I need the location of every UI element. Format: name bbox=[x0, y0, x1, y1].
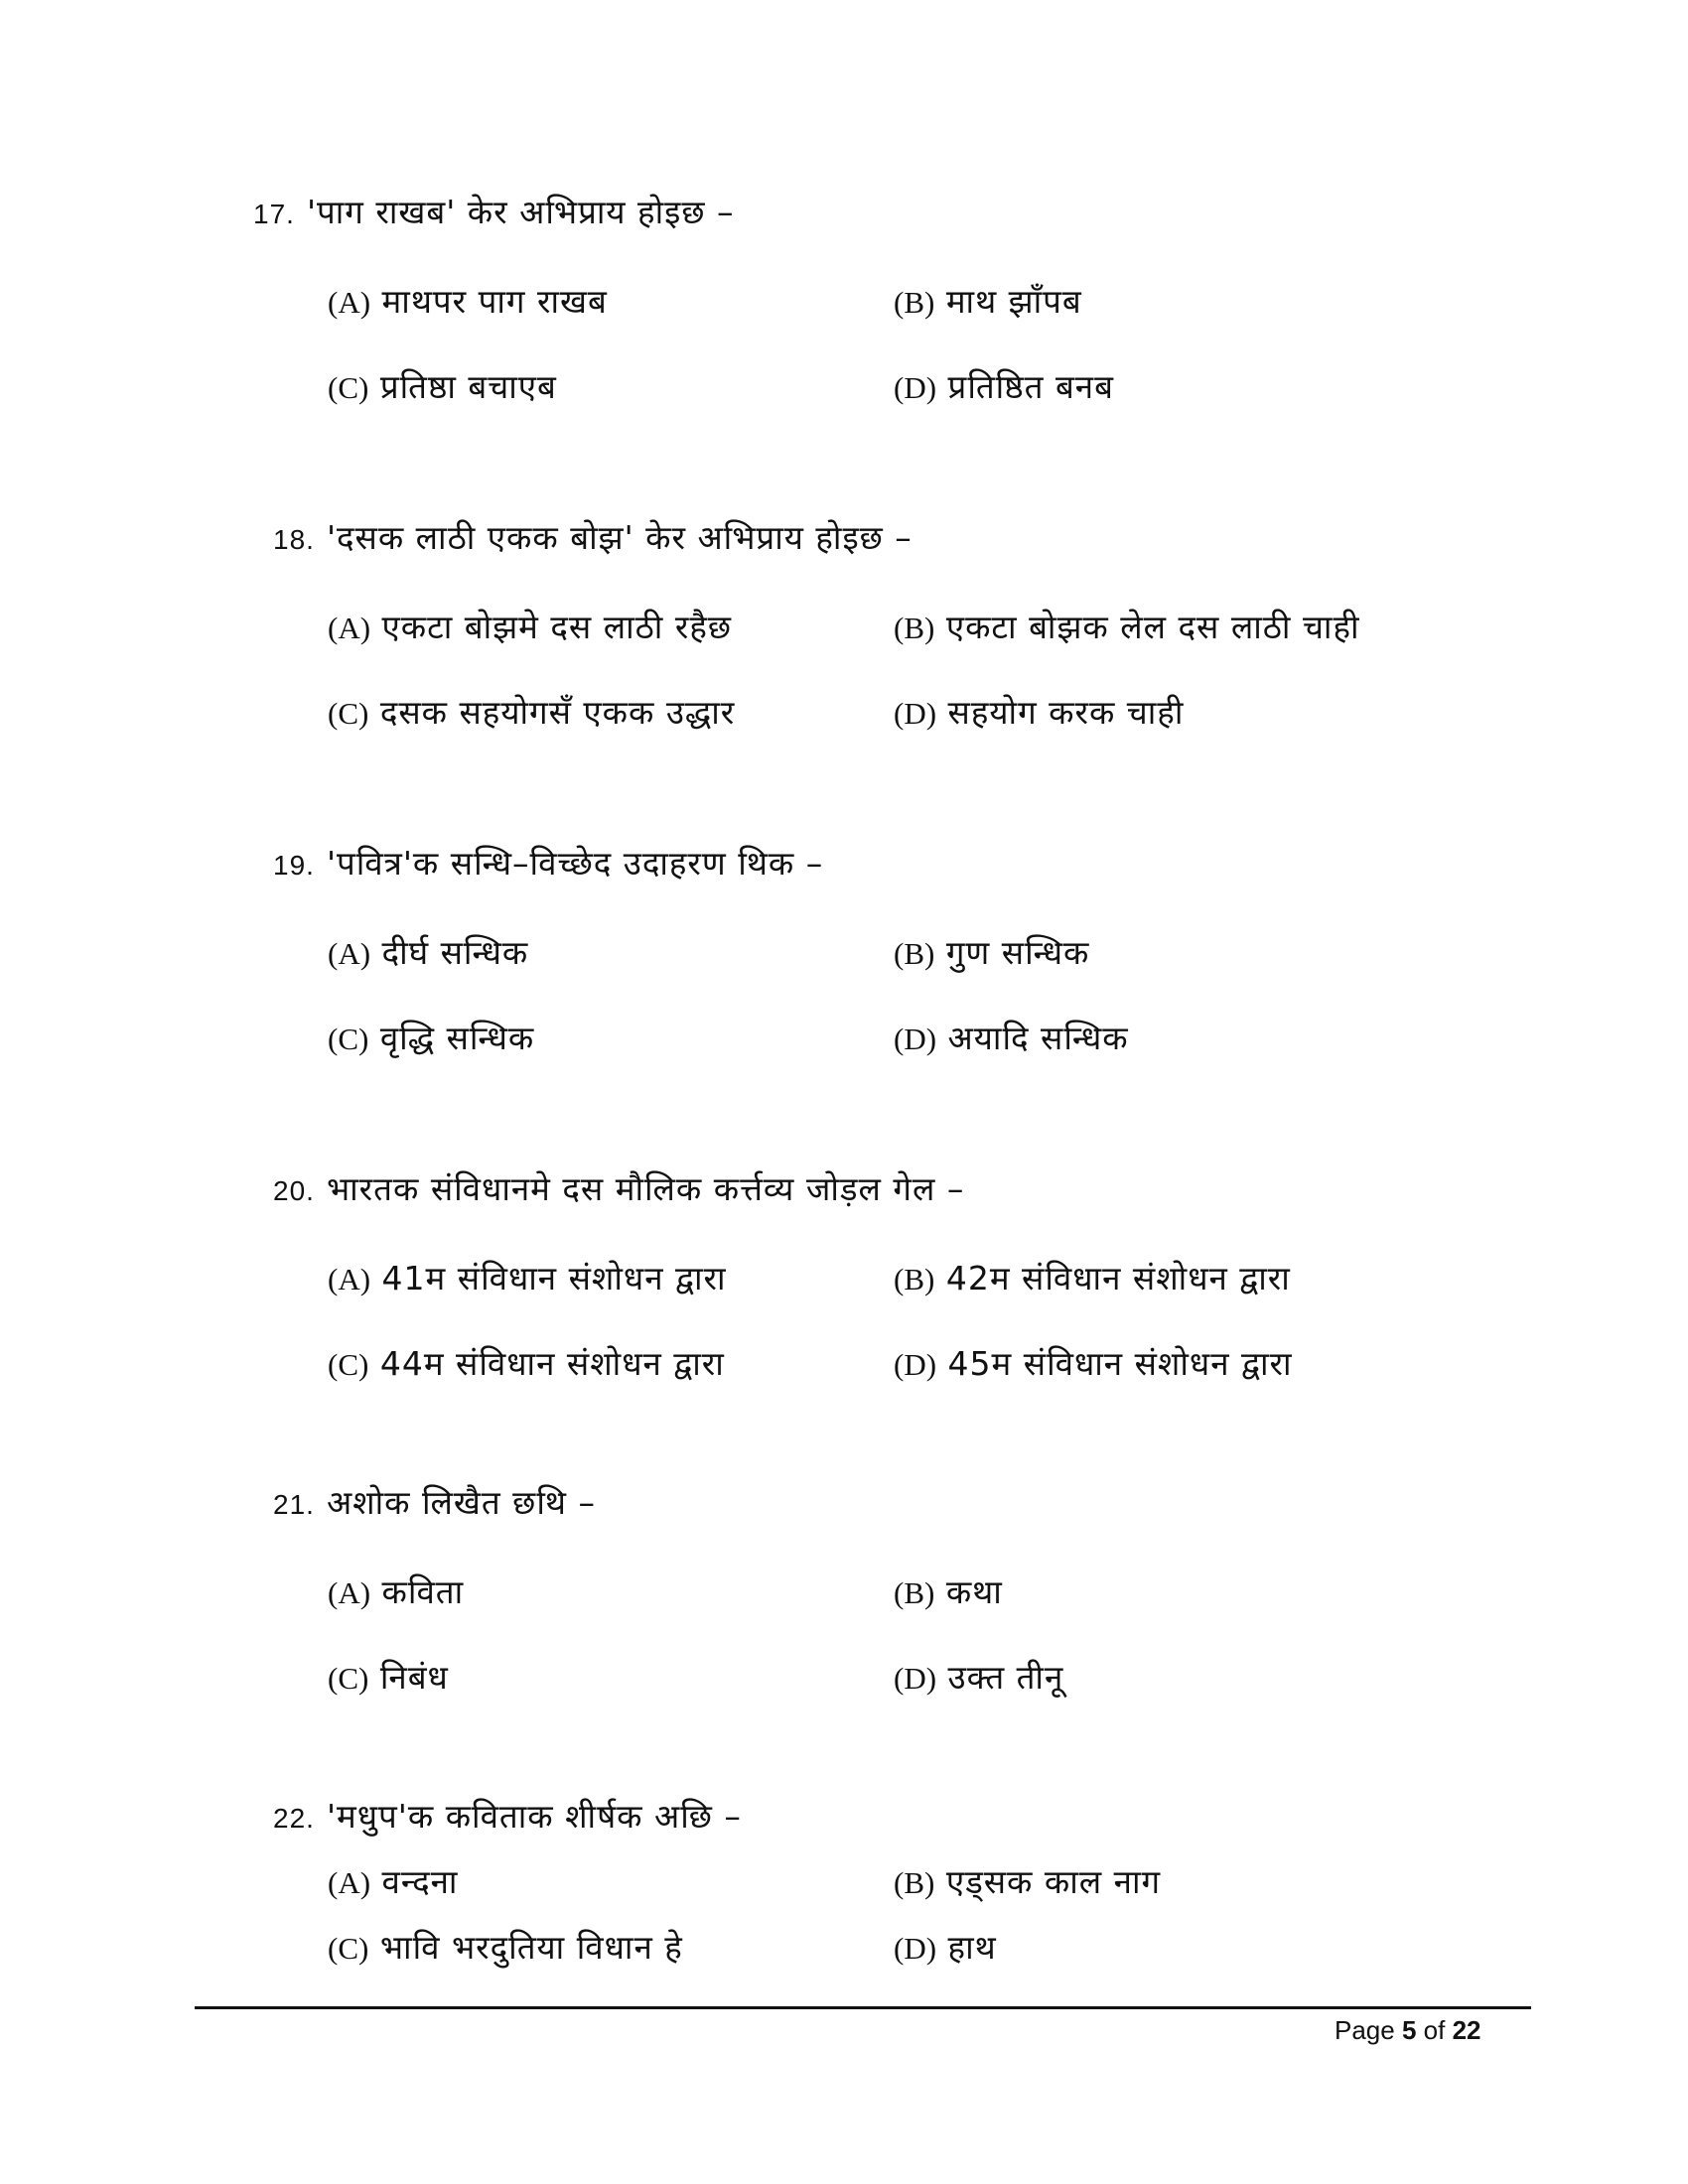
option-label: (A) bbox=[328, 1865, 371, 1900]
question-stem bbox=[273, 1793, 742, 1838]
option-a bbox=[328, 1858, 458, 1903]
question-number: 18. bbox=[273, 524, 315, 555]
option-text: माथ झाँपब bbox=[945, 282, 1082, 321]
option-text: प्रतिष्ठा बचाएब bbox=[379, 367, 557, 406]
option-c bbox=[328, 1924, 683, 1969]
option-a bbox=[328, 929, 528, 974]
option-b bbox=[894, 1255, 1291, 1299]
question-stem bbox=[273, 1479, 596, 1524]
option-label: (B) bbox=[894, 1575, 935, 1610]
option-label: (C) bbox=[328, 1347, 369, 1382]
question-stem bbox=[273, 840, 823, 885]
option-d bbox=[894, 1015, 1129, 1059]
option-label: (C) bbox=[328, 1661, 369, 1696]
question-text: 'पाग राखब' केर अभिप्राय होइछ – bbox=[306, 193, 735, 231]
option-c bbox=[328, 1015, 534, 1059]
option-label: (B) bbox=[894, 1865, 935, 1900]
option-text: एकटा बोझक लेल दस लाठी चाही bbox=[945, 608, 1360, 646]
option-text: सहयोग करक चाही bbox=[947, 693, 1185, 732]
option-label: (C) bbox=[328, 1022, 369, 1056]
option-label: (C) bbox=[328, 696, 369, 731]
option-c bbox=[328, 1654, 449, 1699]
page-current: 5 bbox=[1401, 2015, 1417, 2045]
option-b bbox=[894, 604, 1360, 648]
option-text: अयादि सन्धिक bbox=[947, 1019, 1129, 1057]
option-text: 41म संविधान संशोधन द्वारा bbox=[381, 1259, 727, 1297]
question-stem bbox=[273, 514, 913, 559]
question-text: 'पवित्र'क सन्धि–विच्छेद उदाहरण थिक – bbox=[326, 844, 824, 883]
option-label: (D) bbox=[894, 1347, 937, 1382]
footer-divider bbox=[195, 2006, 1531, 2009]
option-label: (D) bbox=[894, 1022, 937, 1056]
option-text: कथा bbox=[945, 1572, 1003, 1611]
option-label: (B) bbox=[894, 285, 935, 320]
question-number: 19. bbox=[273, 850, 315, 881]
option-label: (B) bbox=[894, 611, 935, 645]
question-text: भारतक संविधानमे दस मौलिक कर्त्तव्य जोड़ल गेल – bbox=[326, 1169, 965, 1208]
option-label: (B) bbox=[894, 936, 935, 971]
option-text: भावि भरदुतिया विधान हे bbox=[379, 1928, 683, 1967]
option-text: उक्त तीनू bbox=[947, 1658, 1064, 1697]
of-word: of bbox=[1423, 2015, 1446, 2045]
question-stem bbox=[253, 189, 734, 233]
option-d bbox=[894, 1924, 997, 1969]
option-text: वन्दना bbox=[381, 1862, 459, 1901]
option-label: (D) bbox=[894, 696, 937, 731]
option-label: (C) bbox=[328, 1931, 369, 1966]
option-a bbox=[328, 1569, 464, 1613]
option-a bbox=[328, 278, 608, 323]
option-text: दीर्घ सन्धिक bbox=[381, 933, 529, 972]
option-text: निबंध bbox=[379, 1658, 449, 1697]
question-number: 22. bbox=[273, 1803, 315, 1834]
option-text: प्रतिष्ठित बनब bbox=[947, 367, 1114, 406]
option-label: (A) bbox=[328, 1575, 371, 1610]
option-d bbox=[894, 689, 1184, 734]
question-number: 20. bbox=[273, 1175, 315, 1206]
option-b bbox=[894, 278, 1082, 323]
option-label: (A) bbox=[328, 936, 371, 971]
question-text: 'दसक लाठी एकक बोझ' केर अभिप्राय होइछ – bbox=[326, 518, 913, 557]
option-d bbox=[894, 1654, 1063, 1699]
question-text: अशोक लिखैत छथि – bbox=[326, 1483, 596, 1522]
option-a bbox=[328, 1255, 727, 1299]
option-label: (C) bbox=[328, 370, 369, 405]
option-label: (A) bbox=[328, 611, 371, 645]
option-b bbox=[894, 1569, 1003, 1613]
option-label: (A) bbox=[328, 285, 371, 320]
option-text: गुण सन्धिक bbox=[945, 933, 1090, 972]
option-d bbox=[894, 1340, 1293, 1385]
page-word: Page bbox=[1335, 2015, 1395, 2045]
option-b bbox=[894, 1858, 1161, 1903]
option-text: दसक सहयोगसँ एकक उद्धार bbox=[379, 693, 736, 732]
option-label: (D) bbox=[894, 1661, 937, 1696]
option-label: (A) bbox=[328, 1262, 371, 1297]
option-text: 42म संविधान संशोधन द्वारा bbox=[945, 1259, 1291, 1297]
option-label: (D) bbox=[894, 370, 937, 405]
page-total: 22 bbox=[1452, 2015, 1481, 2045]
question-number: 21. bbox=[273, 1489, 315, 1520]
option-text: एकटा बोझमे दस लाठी रहैछ bbox=[381, 608, 732, 646]
option-label: (B) bbox=[894, 1262, 935, 1297]
option-text: 45म संविधान संशोधन द्वारा bbox=[947, 1344, 1293, 1383]
option-text: 44म संविधान संशोधन द्वारा bbox=[379, 1344, 725, 1383]
option-c bbox=[328, 689, 735, 734]
option-c bbox=[328, 363, 557, 408]
option-b bbox=[894, 929, 1089, 974]
question-number: 17. bbox=[253, 199, 295, 229]
option-d bbox=[894, 363, 1114, 408]
option-text: कविता bbox=[381, 1572, 465, 1611]
question-text: 'मधुप'क कविताक शीर्षक अछि – bbox=[326, 1797, 742, 1836]
option-c bbox=[328, 1340, 725, 1385]
question-stem bbox=[273, 1165, 964, 1210]
option-a bbox=[328, 604, 732, 648]
option-text: माथपर पाग राखब bbox=[381, 282, 608, 321]
page-number bbox=[1335, 2015, 1481, 2046]
option-text: हाथ bbox=[947, 1928, 997, 1967]
option-text: वृद्धि सन्धिक bbox=[379, 1019, 535, 1057]
option-text: एड्सक काल नाग bbox=[945, 1862, 1162, 1901]
option-label: (D) bbox=[894, 1931, 937, 1966]
